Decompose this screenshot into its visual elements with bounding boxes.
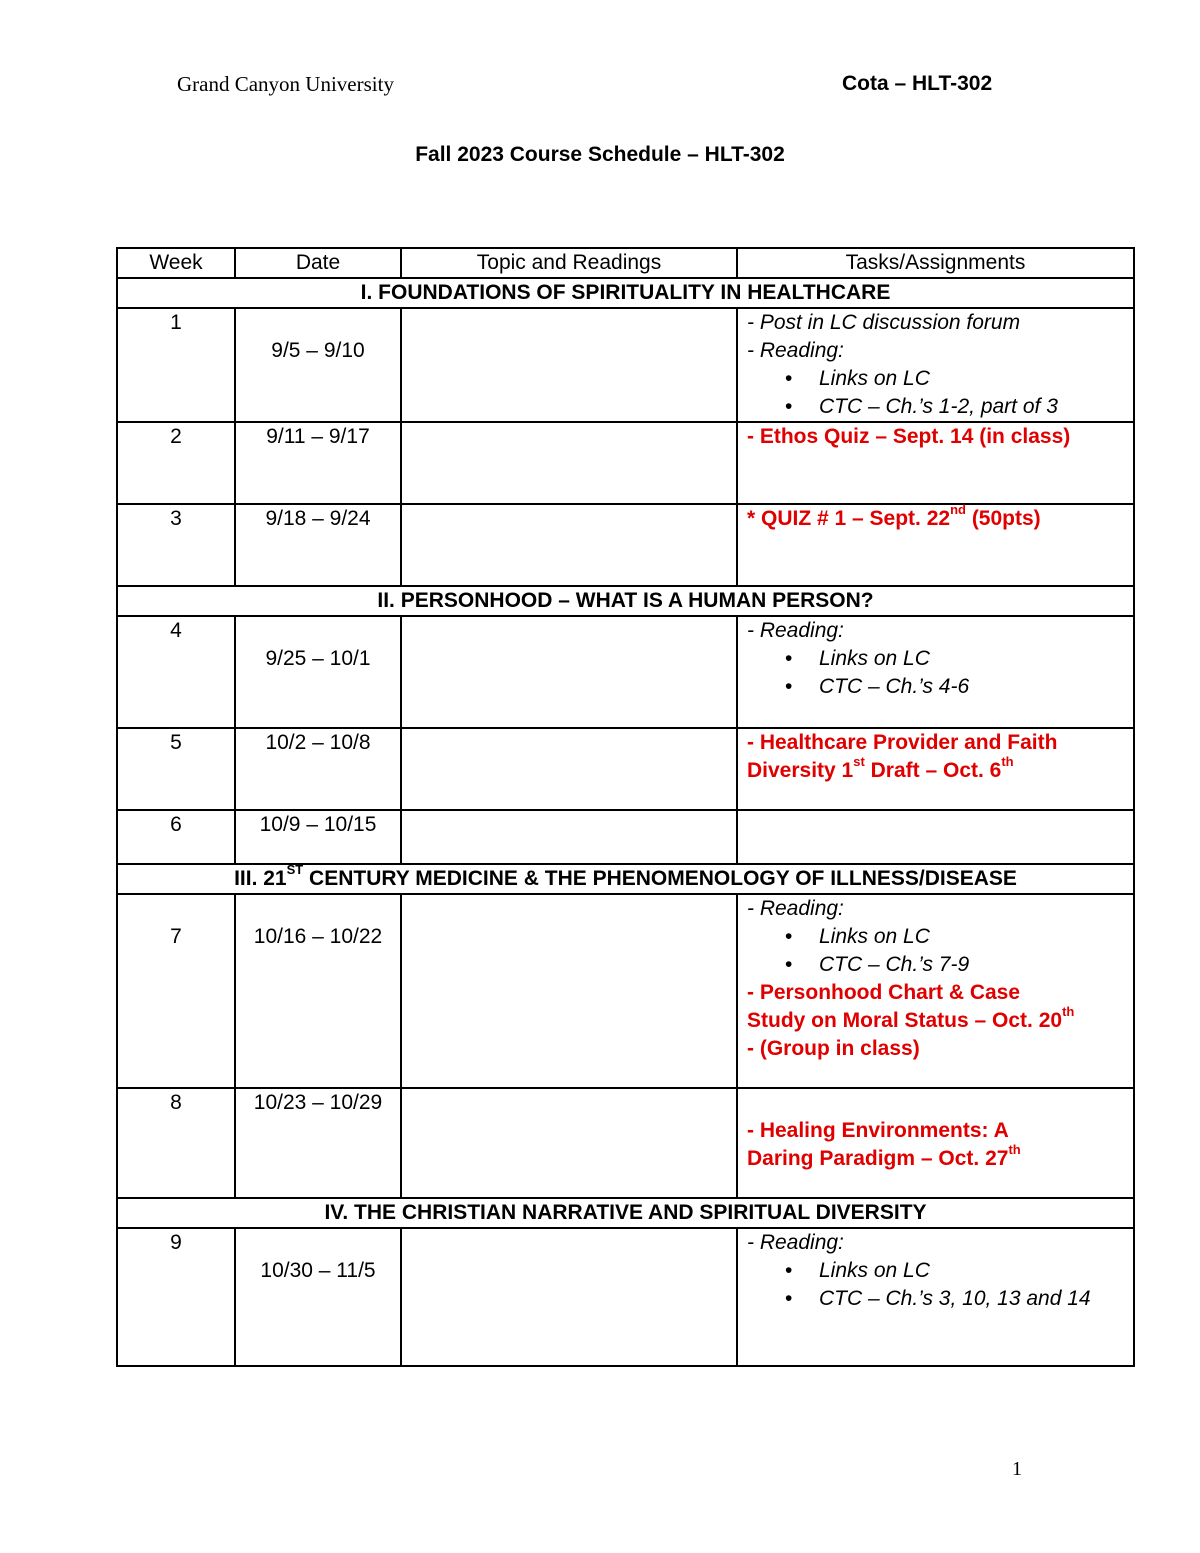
tasks-cell <box>737 810 1134 864</box>
week-cell: 6 <box>117 810 235 864</box>
task-line: - Post in LC discussion forum <box>747 311 1021 334</box>
date-cell: 10/23 – 10/29 <box>235 1088 401 1198</box>
tasks-cell <box>737 894 1134 1088</box>
list-item: • Links on LC <box>819 645 1129 673</box>
assignment-due: - (Group in class) <box>747 1037 920 1060</box>
date-cell: 10/30 – 11/5 <box>235 1228 401 1366</box>
topic-cell <box>401 616 737 728</box>
tasks-cell <box>737 308 1134 422</box>
table-header-row <box>117 248 1134 278</box>
ordinal-suffix: ST <box>286 862 304 877</box>
ordinal-suffix: th <box>1062 1004 1075 1019</box>
date-cell: 10/16 – 10/22 <box>235 894 401 1088</box>
page-title: Fall 2023 Course Schedule – HLT-302 <box>415 143 785 166</box>
week-cell: 8 <box>117 1088 235 1198</box>
week-cell: 1 <box>117 308 235 422</box>
section-heading-row <box>117 864 1134 894</box>
topic-cell <box>401 728 737 810</box>
section-heading-row <box>117 1198 1134 1228</box>
tasks-cell <box>737 504 1134 586</box>
list-item: • CTC – Ch.’s 1-2, part of 3 <box>819 393 1129 421</box>
table-row <box>117 308 1134 422</box>
date-cell: 9/18 – 9/24 <box>235 504 401 586</box>
section-heading: I. FOUNDATIONS OF SPIRITUALITY IN HEALTHCARE <box>117 278 1134 308</box>
assignment-due: - Healing Environments: A <box>747 1119 1009 1142</box>
week-cell: 2 <box>117 422 235 504</box>
tasks-cell <box>737 422 1134 504</box>
section-heading-row <box>117 278 1134 308</box>
week-cell: 7 <box>117 894 235 1088</box>
date-cell: 10/2 – 10/8 <box>235 728 401 810</box>
topic-cell <box>401 1088 737 1198</box>
task-line: - Reading: <box>747 897 844 920</box>
date-cell: 10/9 – 10/15 <box>235 810 401 864</box>
ordinal-suffix: st <box>853 754 865 769</box>
list-item: • Links on LC <box>819 923 1129 951</box>
table-row <box>117 1088 1134 1198</box>
assignment-text: Daring Paradigm – Oct. 27 <box>747 1147 1009 1170</box>
course-code: Cota – HLT-302 <box>842 72 993 95</box>
page-number: 1 <box>1012 1458 1022 1480</box>
column-header-tasks: Tasks/Assignments <box>737 248 1134 278</box>
task-line: - Reading: <box>747 1231 844 1254</box>
table-row <box>117 894 1134 1088</box>
assignment-due <box>747 502 1129 533</box>
date-cell: 9/11 – 9/17 <box>235 422 401 504</box>
list-item: • CTC – Ch.’s 7-9 <box>819 951 1129 979</box>
task-line: - Reading: <box>747 339 844 362</box>
tasks-cell <box>737 728 1134 810</box>
table-row <box>117 504 1134 586</box>
section-heading: II. PERSONHOOD – WHAT IS A HUMAN PERSON? <box>117 586 1134 616</box>
tasks-cell <box>737 1228 1134 1366</box>
table-row <box>117 422 1134 504</box>
list-item: • CTC – Ch.’s 4-6 <box>819 673 1129 701</box>
section-heading: IV. THE CHRISTIAN NARRATIVE AND SPIRITUAL DIVERSITY <box>117 1198 1134 1228</box>
list-item: • CTC – Ch.’s 3, 10, 13 and 14 <box>819 1285 1129 1313</box>
section-heading-text: III. 21 <box>234 867 287 890</box>
reading-list <box>747 923 1129 979</box>
list-item: • Links on LC <box>819 365 1129 393</box>
week-cell: 5 <box>117 728 235 810</box>
assignment-text: Diversity 1 <box>747 759 854 782</box>
topic-cell <box>401 1228 737 1366</box>
reading-list <box>747 1257 1129 1313</box>
date-cell: 9/5 – 9/10 <box>235 308 401 422</box>
tasks-cell <box>737 1088 1134 1198</box>
assignment-text: (50pts) <box>965 507 1041 530</box>
column-header-week: Week <box>117 248 235 278</box>
topic-cell <box>401 504 737 586</box>
week-cell: 3 <box>117 504 235 586</box>
ordinal-suffix: th <box>1001 754 1014 769</box>
assignment-due: - Healthcare Provider and Faith <box>747 731 1058 754</box>
assignment-due <box>747 1004 1129 1035</box>
ordinal-suffix: nd <box>950 502 966 517</box>
university-name: Grand Canyon University <box>177 72 394 96</box>
section-heading-text: CENTURY MEDICINE & THE PHENOMENOLOGY OF ILLNESS/DISEASE <box>303 867 1017 890</box>
list-item: • Links on LC <box>819 1257 1129 1285</box>
column-header-date: Date <box>235 248 401 278</box>
ordinal-suffix: th <box>1008 1142 1021 1157</box>
schedule-table <box>116 247 1135 1367</box>
table-row <box>117 1228 1134 1366</box>
assignment-due: - Personhood Chart & Case <box>747 981 1021 1004</box>
assignment-due: - Ethos Quiz – Sept. 14 (in class) <box>747 425 1071 448</box>
reading-list <box>747 365 1129 421</box>
topic-cell <box>401 422 737 504</box>
topic-cell <box>401 308 737 422</box>
topic-cell <box>401 810 737 864</box>
column-header-topic: Topic and Readings <box>401 248 737 278</box>
assignment-text: Study on Moral Status – Oct. 20 <box>747 1009 1063 1032</box>
table-row <box>117 616 1134 728</box>
week-cell: 4 <box>117 616 235 728</box>
assignment-text: * QUIZ # 1 – Sept. 22 <box>747 507 951 530</box>
table-row <box>117 728 1134 810</box>
topic-cell <box>401 894 737 1088</box>
section-heading <box>117 864 1134 894</box>
section-heading-row <box>117 586 1134 616</box>
week-cell: 9 <box>117 1228 235 1366</box>
assignment-text: Draft – Oct. 6 <box>864 759 1002 782</box>
task-line: - Reading: <box>747 619 844 642</box>
assignment-due <box>747 754 1129 785</box>
date-cell: 9/25 – 10/1 <box>235 616 401 728</box>
reading-list <box>747 645 1129 701</box>
assignment-due <box>747 1142 1129 1173</box>
table-row <box>117 810 1134 864</box>
tasks-cell <box>737 616 1134 728</box>
